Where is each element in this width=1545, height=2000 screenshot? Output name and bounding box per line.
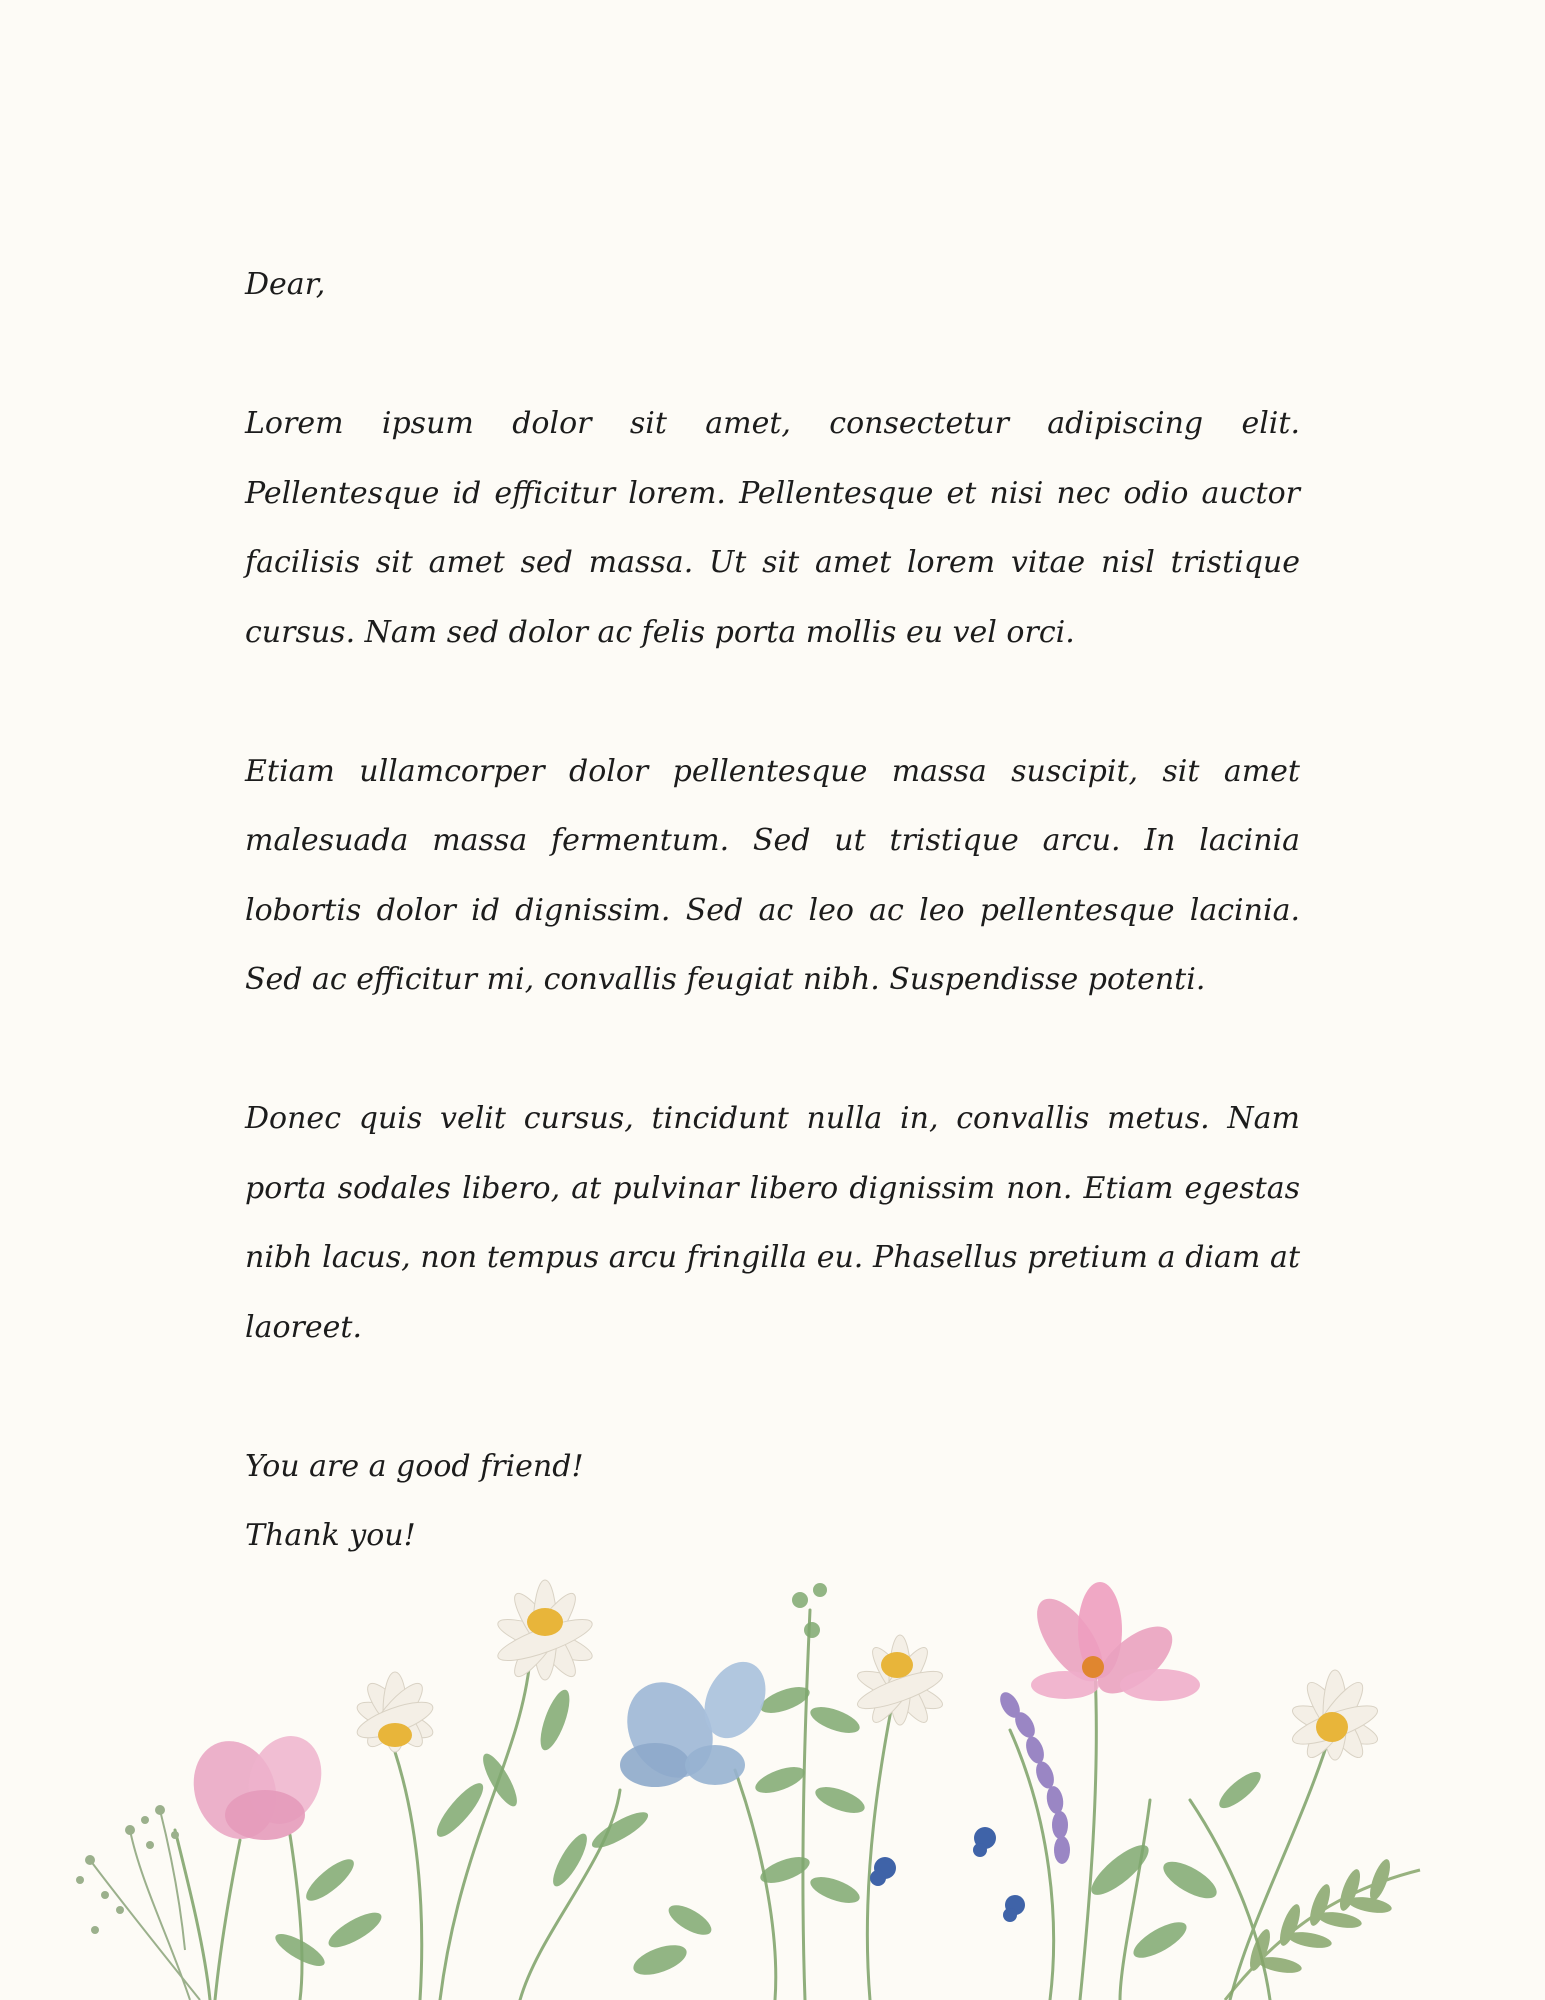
closing-line-1: You are a good friend! bbox=[245, 1448, 584, 1484]
pink-cosmos-flower-left bbox=[180, 1726, 333, 1851]
blue-flower bbox=[610, 1652, 777, 1793]
daisy-flower-2 bbox=[494, 1580, 596, 1683]
letter-paragraph-2: Etiam ullamcorper dolor pellentesque massa suscipit, sit amet malesuada massa fermentum. Sed ut tristique arcu. In lacinia lobortis dolor id dignissim. Sed ac leo ac leo pellentesque lacinia. Sed ac efficitur mi, convallis feugiat nibh. Suspendisse potenti. bbox=[245, 753, 1300, 997]
daisy-flower-1 bbox=[353, 1672, 436, 1753]
small-blue-blossoms bbox=[870, 1827, 1025, 1922]
letter-body bbox=[245, 250, 1300, 1571]
closing-line-2: Thank you! bbox=[245, 1518, 416, 1553]
wildflower-border-illustration bbox=[0, 1540, 1545, 2000]
letter-paragraph-1: Lorem ipsum dolor sit amet, consectetur adipiscing elit. Pellentesque id efficitur lorem. Pellentesque et nisi nec odio auctor facilisis sit amet sed massa. Ut sit amet lorem vitae nisl tristique cursus. Nam sed dolor ac felis porta mollis eu vel orci. bbox=[245, 406, 1300, 650]
daisy-flower-4 bbox=[1289, 1670, 1382, 1764]
pink-cosmos-flower-right bbox=[1024, 1582, 1200, 1706]
daisy-flower-3 bbox=[854, 1635, 946, 1728]
lavender-sprig bbox=[996, 1689, 1070, 1864]
letter-paragraph-3: Donec quis velit cursus, tincidunt nulla in, convallis metus. Nam porta sodales libero, at pulvinar libero dignissim non. Etiam egestas nibh lacus, non tempus arcu fringilla eu. Phasellus pretium a diam at laoreet. bbox=[245, 1101, 1300, 1345]
letter-greeting: Dear, bbox=[245, 267, 326, 302]
